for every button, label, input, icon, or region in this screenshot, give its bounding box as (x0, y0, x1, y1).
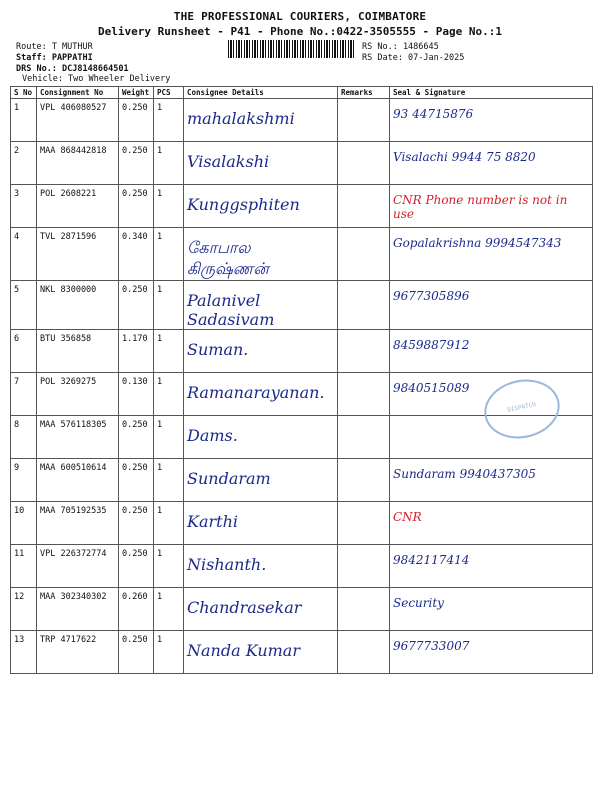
table-row (11, 459, 593, 502)
table-row (11, 142, 593, 185)
signature-cell (390, 281, 593, 330)
weight-cell (119, 459, 154, 502)
table-row (11, 330, 593, 373)
sno-cell-text: 5 (14, 285, 20, 295)
consignee-cell (184, 631, 338, 674)
runsheet-table (10, 86, 593, 674)
signature-cell (390, 185, 593, 228)
pcs-cell (154, 502, 184, 545)
remarks-cell (338, 99, 390, 142)
sno-cell-text: 12 (14, 592, 25, 602)
col-consignment: Consignment No (37, 87, 119, 99)
sno-cell-text: 2 (14, 146, 20, 156)
consignment-cell (37, 281, 119, 330)
staff-label: Staff: PAPPATHI (16, 53, 93, 63)
sno-cell (11, 631, 37, 674)
consignee-cell-text: Visalakshi (187, 152, 270, 171)
weight-cell (119, 99, 154, 142)
weight-cell (119, 185, 154, 228)
red-remark-text: CNR (393, 510, 422, 524)
sno-cell (11, 416, 37, 459)
sno-cell-text: 8 (14, 420, 20, 430)
pcs-cell (154, 228, 184, 281)
pcs-cell-text: 1 (157, 103, 163, 113)
consignment-cell-text: POL 2608221 (40, 189, 97, 199)
consignee-cell-text: Ramanarayanan. (187, 383, 325, 402)
company-title: THE PROFESSIONAL COURIERS, COIMBATORE (173, 10, 427, 23)
weight-cell (119, 228, 154, 281)
pcs-cell-text: 1 (157, 232, 163, 242)
remarks-cell (338, 281, 390, 330)
weight-cell-text: 0.250 (122, 146, 148, 156)
col-weight: Weight (119, 87, 154, 99)
consignee-cell-text: Palanivel Sadasivam (187, 291, 275, 329)
rs-date: RS Date: 07-Jan-2025 (362, 53, 465, 63)
pcs-cell (154, 373, 184, 416)
consignee-cell (184, 185, 338, 228)
signature-cell-text: 9842117414 (393, 553, 470, 567)
drs-number: DRS No.: DCJ8148664501 (16, 64, 129, 74)
consignment-cell-text: VPL 226372774 (40, 549, 107, 559)
consignment-cell-text: POL 3269275 (40, 377, 97, 387)
consignment-cell-text: MAA 600510614 (40, 463, 107, 473)
signature-cell-text: 8459887912 (393, 338, 470, 352)
pcs-cell (154, 185, 184, 228)
weight-cell-text: 0.130 (122, 377, 148, 387)
consignee-cell (184, 588, 338, 631)
col-pcs: PCS (154, 87, 184, 99)
sno-cell (11, 588, 37, 631)
weight-cell (119, 545, 154, 588)
weight-cell-text: 1.170 (122, 334, 148, 344)
sno-cell (11, 228, 37, 281)
consignment-cell (37, 330, 119, 373)
pcs-cell-text: 1 (157, 334, 163, 344)
consignment-cell (37, 142, 119, 185)
col-remarks: Remarks (338, 87, 390, 99)
consignment-cell-text: MAA 868442818 (40, 146, 107, 156)
col-signature: Seal & Signature (390, 87, 593, 99)
weight-cell-text: 0.250 (122, 463, 148, 473)
consignment-cell-text: NKL 8300000 (40, 285, 97, 295)
weight-cell (119, 142, 154, 185)
signature-cell-text: Visalachi 9944 75 8820 (393, 150, 536, 164)
consignment-cell-text: MAA 576118305 (40, 420, 107, 430)
signature-cell-text: 9677733007 (393, 639, 470, 653)
consignee-cell-text: Karthi (187, 512, 238, 531)
weight-cell (119, 330, 154, 373)
table-row (11, 545, 593, 588)
consignee-cell-text: Nishanth. (187, 555, 267, 574)
consignment-cell (37, 416, 119, 459)
rs-number: RS No.: 1486645 (362, 42, 439, 52)
signature-cell-text: 9840515089 (393, 381, 470, 395)
pcs-cell (154, 459, 184, 502)
consignment-cell-text: VPL 406080527 (40, 103, 107, 113)
weight-cell-text: 0.250 (122, 549, 148, 559)
remarks-cell (338, 459, 390, 502)
consignment-cell (37, 228, 119, 281)
consignment-cell (37, 502, 119, 545)
consignment-cell-text: TVL 2871596 (40, 232, 97, 242)
sno-cell-text: 1 (14, 103, 20, 113)
weight-cell-text: 0.250 (122, 103, 148, 113)
consignment-cell (37, 99, 119, 142)
weight-cell (119, 281, 154, 330)
pcs-cell (154, 545, 184, 588)
signature-cell-text: Security (393, 596, 444, 610)
col-consignee: Consignee Details (184, 87, 338, 99)
consignment-cell-text: MAA 302340302 (40, 592, 107, 602)
consignee-cell-text: Dams. (187, 426, 238, 445)
table-header-row (11, 87, 593, 99)
table-row (11, 185, 593, 228)
signature-cell (390, 545, 593, 588)
pcs-cell-text: 1 (157, 189, 163, 199)
signature-cell-text: 9677305896 (393, 289, 470, 303)
consignment-cell (37, 459, 119, 502)
sno-cell-text: 3 (14, 189, 20, 199)
consignment-cell-text: MAA 705192535 (40, 506, 107, 516)
signature-cell (390, 99, 593, 142)
pcs-cell-text: 1 (157, 506, 163, 516)
consignee-cell (184, 281, 338, 330)
sno-cell (11, 373, 37, 416)
remarks-cell (338, 373, 390, 416)
remarks-cell (338, 588, 390, 631)
pcs-cell (154, 99, 184, 142)
sno-cell-text: 4 (14, 232, 20, 242)
sno-cell-text: 11 (14, 549, 25, 559)
consignee-cell (184, 459, 338, 502)
pcs-cell-text: 1 (157, 549, 163, 559)
consignment-cell-text: BTU 356858 (40, 334, 92, 344)
weight-cell (119, 416, 154, 459)
consignee-cell (184, 142, 338, 185)
sno-cell (11, 330, 37, 373)
vehicle-label: Vehicle: Two Wheeler Delivery (22, 74, 171, 84)
consignment-cell-text: TRP 4717622 (40, 635, 97, 645)
consignee-cell (184, 373, 338, 416)
consignee-cell-text: கோபால கிருஷ்ணன் (187, 238, 269, 278)
consignment-cell (37, 373, 119, 416)
weight-cell-text: 0.250 (122, 635, 148, 645)
sno-cell-text: 10 (14, 506, 25, 516)
sno-cell-text: 6 (14, 334, 20, 344)
weight-cell (119, 588, 154, 631)
consignment-cell (37, 588, 119, 631)
consignee-cell-text: Chandrasekar (187, 598, 302, 617)
consignee-cell-text: Kunggsphiten (187, 195, 300, 214)
signature-cell (390, 330, 593, 373)
pcs-cell (154, 281, 184, 330)
remarks-cell (338, 416, 390, 459)
sno-cell (11, 99, 37, 142)
col-sno: S No (11, 87, 37, 99)
remarks-cell (338, 631, 390, 674)
sno-cell (11, 185, 37, 228)
remarks-cell (338, 142, 390, 185)
consignee-cell (184, 416, 338, 459)
table-row (11, 502, 593, 545)
table-row (11, 281, 593, 330)
sno-cell (11, 545, 37, 588)
pcs-cell (154, 142, 184, 185)
weight-cell (119, 373, 154, 416)
sno-cell (11, 459, 37, 502)
consignment-cell (37, 185, 119, 228)
weight-cell-text: 0.250 (122, 285, 148, 295)
sno-cell (11, 502, 37, 545)
weight-cell-text: 0.340 (122, 232, 148, 242)
consignee-cell-text: Sundaram (187, 469, 271, 488)
signature-cell (390, 228, 593, 281)
pcs-cell-text: 1 (157, 285, 163, 295)
barcode-image (228, 40, 354, 58)
weight-cell-text: 0.250 (122, 189, 148, 199)
sno-cell (11, 142, 37, 185)
pcs-cell-text: 1 (157, 420, 163, 430)
pcs-cell-text: 1 (157, 377, 163, 387)
pcs-cell (154, 416, 184, 459)
consignee-cell-text: Suman. (187, 340, 249, 359)
signature-cell (390, 142, 593, 185)
weight-cell (119, 502, 154, 545)
sno-cell-text: 9 (14, 463, 20, 473)
pcs-cell-text: 1 (157, 635, 163, 645)
red-remark-text: CNR Phone number is not in use (393, 193, 568, 221)
weight-cell (119, 631, 154, 674)
pcs-cell (154, 330, 184, 373)
signature-cell-text: Gopalakrishna 9994547343 (393, 236, 562, 250)
remarks-cell (338, 185, 390, 228)
consignee-cell (184, 502, 338, 545)
remarks-cell (338, 502, 390, 545)
courier-stamp: DISPATCH (479, 373, 565, 446)
table-row (11, 228, 593, 281)
pcs-cell (154, 631, 184, 674)
table-row (11, 631, 593, 674)
route-label: Route: T MUTHUR (16, 42, 93, 52)
consignee-cell (184, 545, 338, 588)
runsheet-line: Delivery Runsheet - P41 - Phone No.:0422-3505555 - Page No.:1 (98, 25, 502, 38)
consignment-cell (37, 545, 119, 588)
consignee-cell (184, 330, 338, 373)
sno-cell-text: 7 (14, 377, 20, 387)
table-row (11, 99, 593, 142)
signature-cell (390, 631, 593, 674)
remarks-cell (338, 330, 390, 373)
signature-cell (390, 459, 593, 502)
consignee-cell-text: Nanda Kumar (187, 641, 300, 660)
sno-cell (11, 281, 37, 330)
weight-cell-text: 0.250 (122, 420, 148, 430)
consignee-cell (184, 99, 338, 142)
pcs-cell-text: 1 (157, 146, 163, 156)
pcs-cell-text: 1 (157, 463, 163, 473)
consignee-cell-text: mahalakshmi (187, 109, 295, 128)
consignee-cell (184, 228, 338, 281)
pcs-cell (154, 588, 184, 631)
remarks-cell (338, 545, 390, 588)
signature-cell (390, 588, 593, 631)
signature-cell-text: Sundaram 9940437305 (393, 467, 536, 481)
consignment-cell (37, 631, 119, 674)
weight-cell-text: 0.260 (122, 592, 148, 602)
sno-cell-text: 13 (14, 635, 25, 645)
remarks-cell (338, 228, 390, 281)
signature-cell (390, 502, 593, 545)
pcs-cell-text: 1 (157, 592, 163, 602)
table-row (11, 588, 593, 631)
weight-cell-text: 0.250 (122, 506, 148, 516)
signature-cell-text: 93 44715876 (393, 107, 474, 121)
